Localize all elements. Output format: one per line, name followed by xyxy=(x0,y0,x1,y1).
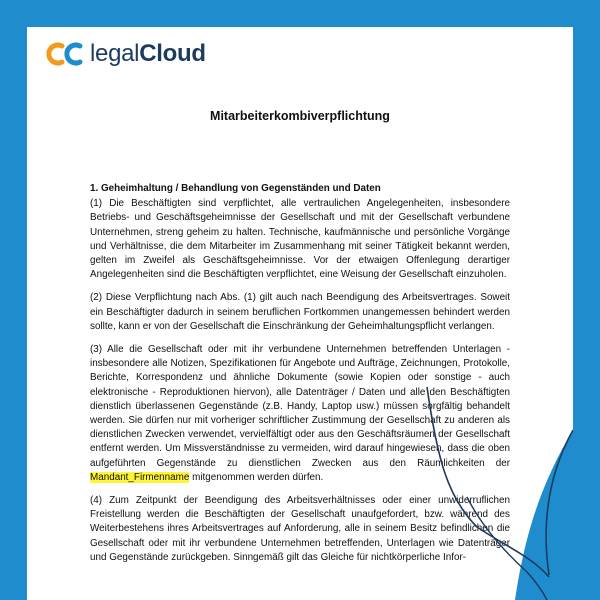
paragraph-1: (1) Die Beschäftigten sind verpflichtet, alle vertraulichen Angelegenheiten, insbesondere Betriebs- und Geschäftsgeheimnisse der Gesellschaft und mit der Gesellschaft verbundene Unternehmen, streng geheim zu halten. Technische, kaufmännische und persönliche Vorgänge und Verhältnisse, die dem Mitarbeiter im Zusammenhang mit seiner Tätigkeit bekannt werden, gelten im Zweifel als Geschäftsgeheimnisse. Vor der etwaigen Offenlegung derartiger Angelegenheiten sind die Beschäftigten verpflichtet, eine Weisung der Gesellschaft einzuholen. xyxy=(90,198,510,281)
placeholder-field[interactable]: Mandant_Firmenname xyxy=(90,471,190,483)
logo-word-legal: legal xyxy=(90,40,140,67)
section-heading: 1. Geheimhaltung / Behandlung von Gegenständen und Daten xyxy=(90,183,381,194)
paragraph-3-tail: mitgenommen werden dürfen. xyxy=(189,471,324,483)
document-page xyxy=(27,27,573,600)
legalcloud-logo-icon xyxy=(45,40,87,68)
paragraph-2: (2) Diese Verpflichtung nach Abs. (1) gilt auch nach Beendigung des Arbeitsvertrages. Soweit ein Beschäftigter dadurch in seinem beruflichen Fortkommen unangemessen behindert werden sollte, kann er von der Gesellschaft die Einschränkung der Geheimhaltungspflicht verlangen. xyxy=(90,292,510,332)
logo-wordmark xyxy=(90,40,206,68)
logo-word-cloud: Cloud xyxy=(139,40,206,67)
document-title: Mitarbeiterkombiverpflichtung xyxy=(210,109,390,123)
legalcloud-logo xyxy=(45,40,206,68)
paragraph-3 xyxy=(90,343,510,485)
document-body xyxy=(90,182,510,574)
paragraph-3-text: (3) Alle die Gesellschaft oder mit ihr verbundene Unternehmen betreffenden Unterlagen - insbesondere alle Notizen, Spezifikationen für Angebote und Aufträge, Zeichnungen, Protokolle, Berichte, Korrespondenz und ähnliche Dokumente (sowie Kopien oder sonstige - auch elektronische - Reproduktionen hiervon), alle Datenträger / Daten und alle den Beschäftigten dienstlich überlassenen Gegenstände (z.B. Handy, Laptop usw.) müssen sorgfältig behandelt werden. Sie dürfen nur mit vorheriger schriftlicher Zustimmung der Gesellschaft zu anderen als dienstlichen Zwecken verwendet, vervielfältigt oder aus den Geschäftsräumen der Gesellschaft entfernt werden. Um Missverständnisse zu vermeiden, wird darauf hingewiesen, dass die oben aufgeführten Gegenstände zu dienstlichen Zwecken aus den Räumlichkeiten der xyxy=(90,344,510,469)
paragraph-4: (4) Zum Zeitpunkt der Beendigung des Arbeitsverhältnisses oder einer unwiderruflichen Freistellung werden die Beschäftigten der Gesellschaft unaufgefordert, bzw. während des Weiterbestehens ihres Arbeitsvertrages auf Anforderung, alle in seinem Besitz befindlichen die Gesellschaft oder mit ihr verbundene Unternehmen betreffenden, Unterlagen wie Datenträger und Gegenstände zurückgeben. Sinngemäß gilt das Gleiche für nichtkörperliche Infor- xyxy=(90,495,510,563)
